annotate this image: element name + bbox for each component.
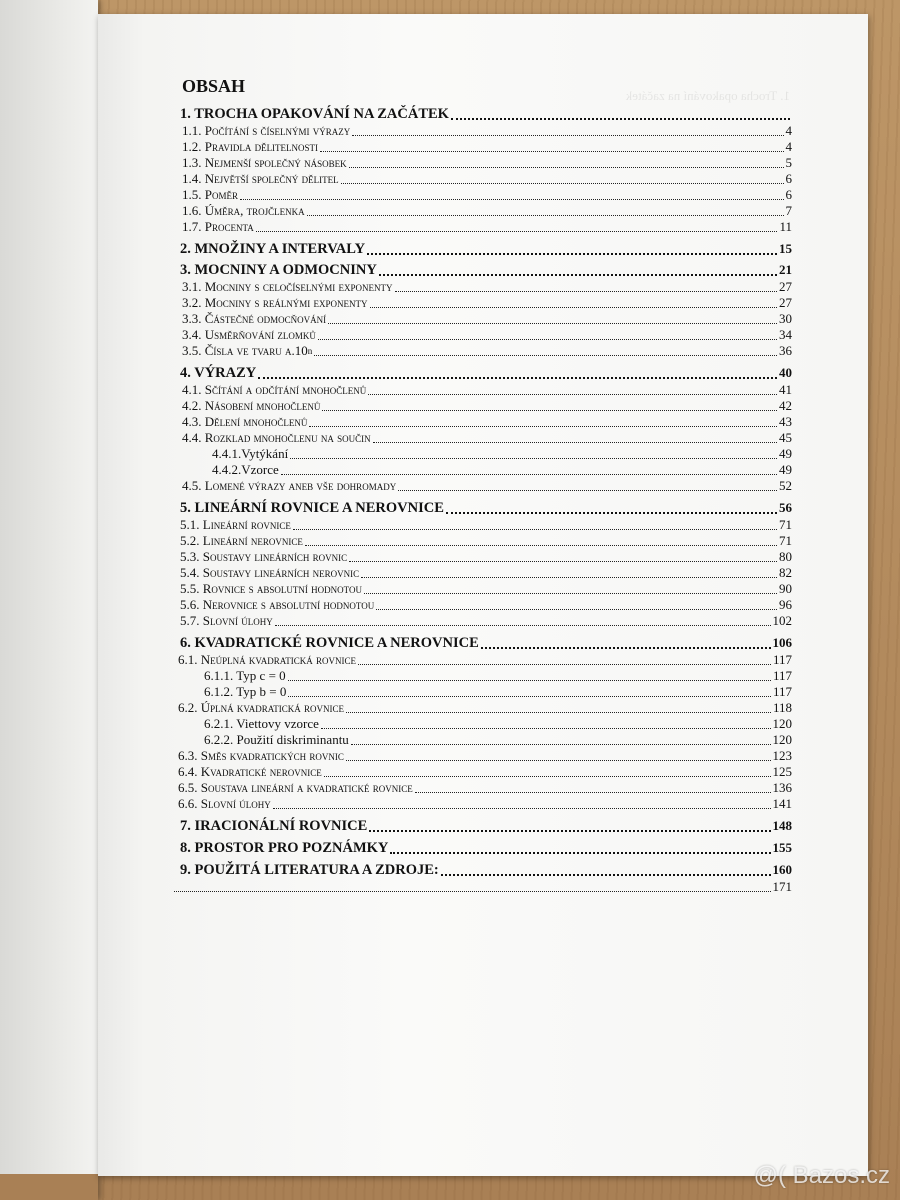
toc-page-number: 125 [772, 764, 792, 779]
toc-entry-label: 5. LINEÁRNÍ ROVNICE A NEROVNICE [180, 500, 444, 516]
toc-entry-label: 3.5. Čísla ve tvaru a.10 [182, 343, 308, 358]
toc-tail-row [172, 879, 792, 895]
toc-entry-label: 9. POUŽITÁ LITERATURA A ZDROJE: [180, 862, 439, 878]
toc-dot-leader [307, 215, 784, 216]
toc-page-number: 80 [779, 549, 792, 564]
toc-dot-leader [293, 529, 777, 530]
toc-dot-leader [314, 355, 777, 356]
toc-dot-leader [352, 135, 783, 136]
toc-page-number: 42 [779, 398, 792, 413]
toc-entry-label: 2. MNOŽINY A INTERVALY [180, 241, 366, 257]
toc-entry-label: 6.2.1. Viettovy vzorce [204, 716, 319, 731]
toc-section-row [172, 533, 792, 549]
toc-entry-label: 6.5. Soustava lineární a kvadratické rovnice [178, 780, 413, 795]
toc-dot-leader [320, 151, 783, 152]
toc-entry-label: 7. IRACIONÁLNÍ ROVNICE [180, 818, 368, 834]
toc-page-number: 4 [785, 123, 792, 138]
toc-entry-label: 4.3. Dělení mnohočlenů [182, 414, 308, 429]
toc-entry-label: 1.4. Největší společný dělitel [182, 171, 339, 186]
toc-page-number: 43 [779, 414, 792, 429]
toc-chapter-row [172, 240, 792, 258]
toc-section-row [172, 327, 792, 343]
toc-dot-leader [322, 410, 777, 411]
toc-dot-leader [368, 394, 777, 395]
toc-page-number: 52 [779, 478, 792, 493]
toc-page-number: 117 [772, 684, 792, 699]
toc-dot-leader [398, 490, 777, 491]
toc-page-number: 141 [772, 796, 792, 811]
toc-section-row [172, 446, 792, 462]
toc-title: OBSAH [182, 76, 246, 96]
toc-dot-leader [441, 874, 771, 876]
site-watermark: @( Bazos.cz [753, 1162, 890, 1189]
toc-entry-label: 5.7. Slovní úlohy [180, 613, 273, 628]
toc-dot-leader [324, 776, 771, 777]
toc-page-number: 160 [772, 862, 792, 877]
toc-page-number: 155 [772, 840, 792, 855]
toc-section-row [172, 155, 792, 171]
toc-page-number: 136 [772, 780, 792, 795]
toc-entry-label: 5.6. Nerovnice s absolutní hodnotou [180, 597, 375, 612]
toc-page-number: 5 [785, 155, 792, 170]
toc-dot-leader [328, 323, 777, 324]
toc-section-row [172, 613, 792, 629]
toc-entry-label: 8. PROSTOR PRO POZNÁMKY [180, 840, 389, 856]
toc-dot-leader [395, 291, 777, 292]
toc-dot-leader [275, 625, 771, 626]
toc-entry-label: 4.4.1.Vytýkání [212, 446, 289, 461]
toc-entry-label: 4.5. Lomené výrazy aneb vše dohromady [182, 478, 397, 493]
toc-dot-leader [290, 458, 777, 459]
toc-section-row [172, 343, 792, 359]
toc-entry-label: 5.5. Rovnice s absolutní hodnotou [180, 581, 363, 596]
toc-section-row [172, 517, 792, 533]
toc-entry-label: 6.2. Úplná kvadratická rovnice [178, 700, 344, 715]
toc-page-number: 148 [772, 818, 792, 833]
toc-page-number: 90 [779, 581, 792, 596]
toc-dot-leader [240, 199, 784, 200]
toc-dot-leader [258, 377, 777, 379]
toc-page-number: 6 [785, 171, 792, 186]
toc-entry-label: 1. TROCHA OPAKOVÁNÍ NA ZAČÁTEK [180, 106, 449, 122]
toc-page-number: 117 [772, 652, 792, 667]
toc-section-row [172, 203, 792, 219]
toc-entry-label: 4.1. Sčítání a odčítání mnohočlenů [182, 382, 367, 397]
toc-entry-label: 5.2. Lineární nerovnice [180, 533, 303, 548]
toc-entry-label: 6.1. Neúplná kvadratická rovnice [178, 652, 356, 667]
toc-entry-label: 3.3. Částečné odmocňování [182, 311, 327, 326]
toc-dot-leader [318, 339, 777, 340]
toc-dot-leader [309, 426, 777, 427]
toc-section-row [172, 414, 792, 430]
toc-dot-leader [370, 307, 777, 308]
toc-section-row [172, 764, 792, 780]
toc-page-number: 120 [772, 716, 792, 731]
toc-page-number: 4 [785, 139, 792, 154]
toc-page-number: 49 [779, 462, 792, 477]
toc-page-number: 71 [779, 533, 792, 548]
toc-entry-label: 4.4.2.Vzorce [212, 462, 279, 477]
toc-entry-label: 1.6. Úměra, trojčlenka [182, 203, 305, 218]
toc-page-number: 117 [772, 668, 792, 683]
toc-chapter-row [172, 634, 792, 652]
toc-entry-label: 4.2. Násobení mnohočlenů [182, 398, 321, 413]
toc-chapter-row [172, 817, 792, 835]
toc-page-number: 21 [779, 262, 792, 277]
toc-section-row [172, 581, 792, 597]
toc-page-number: 56 [779, 500, 792, 515]
toc-dot-leader [321, 728, 771, 729]
toc-page-number: 106 [772, 635, 792, 650]
toc-entry-label: 3. MOCNINY A ODMOCNINY [180, 262, 377, 278]
toc-dot-leader [415, 792, 771, 793]
left-facing-page [0, 0, 98, 1200]
toc-dot-leader [364, 593, 777, 594]
toc-entry-label: 1.1. Počítání s číselnými výrazy [182, 123, 351, 138]
toc-chapter-row [172, 861, 792, 879]
toc-section-row [172, 597, 792, 613]
toc-entry-label: 4.4. Rozklad mnohočlenu na součin [182, 430, 371, 445]
toc-section-row [172, 382, 792, 398]
toc-page-number: 7 [785, 203, 792, 218]
toc-entry-label: 1.7. Procenta [182, 219, 254, 234]
toc-entry-label: 5.1. Lineární rovnice [180, 517, 291, 532]
toc-section-row [172, 295, 792, 311]
toc-dot-leader [373, 442, 777, 443]
toc-dot-leader [349, 561, 777, 562]
toc-dot-leader [358, 664, 771, 665]
toc-entry-label: 1.2. Pravidla dělitelnosti [182, 139, 319, 154]
toc-page-number: 30 [779, 311, 792, 326]
toc-dot-leader [451, 118, 790, 120]
toc-entry-label: 6.2.2. Použití diskriminantu [204, 732, 349, 747]
toc-dot-leader [376, 609, 777, 610]
toc-section-row [172, 549, 792, 565]
toc-dot-leader [446, 512, 777, 514]
toc-page-number: 6 [785, 187, 792, 202]
toc-entry-label: 3.2. Mocniny s reálnými exponenty [182, 295, 368, 310]
toc-dot-leader [369, 830, 770, 832]
toc-dot-leader [341, 183, 784, 184]
toc-dot-leader [256, 231, 778, 232]
toc-page-number: 71 [779, 517, 792, 532]
toc-chapter-row [172, 364, 792, 382]
toc-dot-leader [367, 253, 777, 255]
toc-page-number: 36 [779, 343, 792, 358]
toc-entry-label: 5.4. Soustavy lineárních nerovnic [180, 565, 360, 580]
toc-chapter-row [172, 499, 792, 517]
toc-chapter-row [172, 105, 792, 123]
toc-page-number: 171 [772, 879, 792, 894]
toc-section-row [172, 684, 792, 700]
toc-section-row [172, 311, 792, 327]
toc-entry-label: 3.4. Usměrňování zlomků [182, 327, 316, 342]
toc-section-row [172, 565, 792, 581]
toc-dot-leader [361, 577, 777, 578]
toc-entry-label: 6.3. Směs kvadratických rovnic [178, 748, 344, 763]
toc-page-number: 41 [779, 382, 792, 397]
toc-page-number: 27 [779, 295, 792, 310]
toc-chapter-row [172, 261, 792, 279]
toc-entry-label: 6. KVADRATICKÉ ROVNICE A NEROVNICE [180, 635, 479, 651]
toc-page-number: 45 [779, 430, 792, 445]
toc-section-row [172, 462, 792, 478]
toc-dot-leader [305, 545, 777, 546]
toc-page-number: 102 [772, 613, 792, 628]
toc-page-number: 118 [772, 700, 792, 715]
toc-section-row [172, 398, 792, 414]
toc-page-number: 27 [779, 279, 792, 294]
toc-entry-label: 6.6. Slovní úlohy [178, 796, 271, 811]
toc-dot-leader [351, 744, 771, 745]
toc-section-row [172, 279, 792, 295]
toc-section-row [172, 700, 792, 716]
toc-dot-leader [481, 647, 771, 649]
toc-section-row [172, 668, 792, 684]
toc-section-row [172, 716, 792, 732]
toc-section-row [172, 732, 792, 748]
toc-dot-leader [390, 852, 770, 854]
toc-entry-label: 6.1.1. Typ c = 0 [204, 668, 286, 683]
toc-section-row [172, 219, 792, 235]
toc-dot-leader [281, 474, 777, 475]
toc-dot-leader [288, 696, 771, 697]
toc-page-number: 15 [779, 241, 792, 256]
toc-dot-leader [174, 891, 771, 892]
toc-dot-leader [288, 680, 771, 681]
toc-section-row [172, 748, 792, 764]
toc-page-number: 123 [772, 748, 792, 763]
toc-section-row [172, 171, 792, 187]
toc-entry-label: 1.5. Poměr [182, 187, 238, 202]
toc-page-number: 40 [779, 365, 792, 380]
table-of-contents [172, 76, 792, 895]
toc-section-row [172, 780, 792, 796]
toc-dot-leader [379, 274, 777, 276]
toc-entry-label: 6.4. Kvadratické nerovnice [178, 764, 322, 779]
toc-section-row [172, 430, 792, 446]
toc-entry-label: 6.1.2. Typ b = 0 [204, 684, 287, 699]
toc-section-row [172, 187, 792, 203]
toc-section-row [172, 652, 792, 668]
toc-section-row [172, 478, 792, 494]
toc-entry-label: 5.3. Soustavy lineárních rovnic [180, 549, 348, 564]
toc-entry-label: 1.3. Nejmenší společný násobek [182, 155, 347, 170]
toc-dot-leader [346, 712, 771, 713]
toc-page-number: 120 [772, 732, 792, 747]
toc-entry-label: 4. VÝRAZY [180, 365, 257, 381]
toc-page-number: 11 [779, 219, 792, 234]
toc-section-row [172, 796, 792, 812]
toc-rows [172, 105, 792, 895]
toc-page-number: 49 [779, 446, 792, 461]
toc-entry-superscript: n [307, 346, 313, 356]
toc-page-number: 34 [779, 327, 792, 342]
toc-chapter-row [172, 839, 792, 857]
toc-entry-label: 3.1. Mocniny s celočíselnými exponenty [182, 279, 393, 294]
toc-dot-leader [349, 167, 784, 168]
toc-section-row [172, 123, 792, 139]
toc-dot-leader [346, 760, 771, 761]
toc-page-number: 96 [779, 597, 792, 612]
toc-dot-leader [273, 808, 771, 809]
toc-page-number: 82 [779, 565, 792, 580]
toc-section-row [172, 139, 792, 155]
